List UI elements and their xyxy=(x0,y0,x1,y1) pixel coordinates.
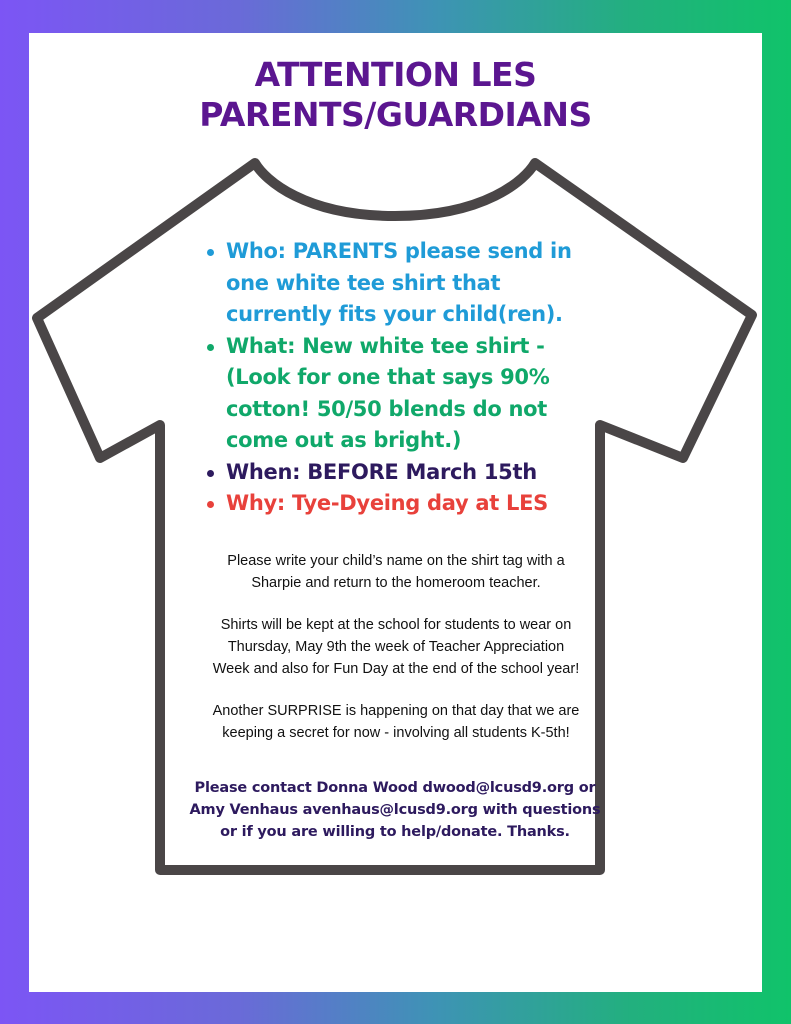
bullet-who: Who: PARENTS please send in one white tee shirt that currently fits your child(ren). xyxy=(205,236,605,331)
shirt-usage-info: Shirts will be kept at the school for students to wear on Thursday, May 9th the week of Teacher Appreciation Week and also for Fun Day at the end of the school year! xyxy=(212,617,580,677)
info-bullet-list xyxy=(205,236,605,520)
bullet-when: When: BEFORE March 15th xyxy=(205,457,605,489)
surprise-note: Another SURPRISE is happening on that day that we are keeping a secret for now - involving all students K-5th! xyxy=(212,703,580,741)
shirt-tag-instructions: Please write your child’s name on the shirt tag with a Sharpie and return to the homeroom teacher. xyxy=(227,553,565,591)
bullet-dot-icon xyxy=(207,470,214,477)
bullet-dot-icon xyxy=(207,501,214,508)
bullet-dot-icon xyxy=(207,344,214,351)
bullet-why: Why: Tye-Dyeing day at LES xyxy=(205,488,605,520)
bullet-dot-icon xyxy=(207,249,214,256)
contact-info: Please contact Donna Wood dwood@lcusd9.org or Amy Venhaus avenhaus@lcusd9.org with questions or if you are willing to help/donate. Thanks. xyxy=(189,780,601,840)
title-line-1: ATTENTION LES xyxy=(254,55,537,94)
title-line-2: PARENTS/GUARDIANS xyxy=(199,95,592,134)
bullet-what: What: New white tee shirt - (Look for one that says 90% cotton! 50/50 blends do not come out as bright.) xyxy=(205,331,605,457)
